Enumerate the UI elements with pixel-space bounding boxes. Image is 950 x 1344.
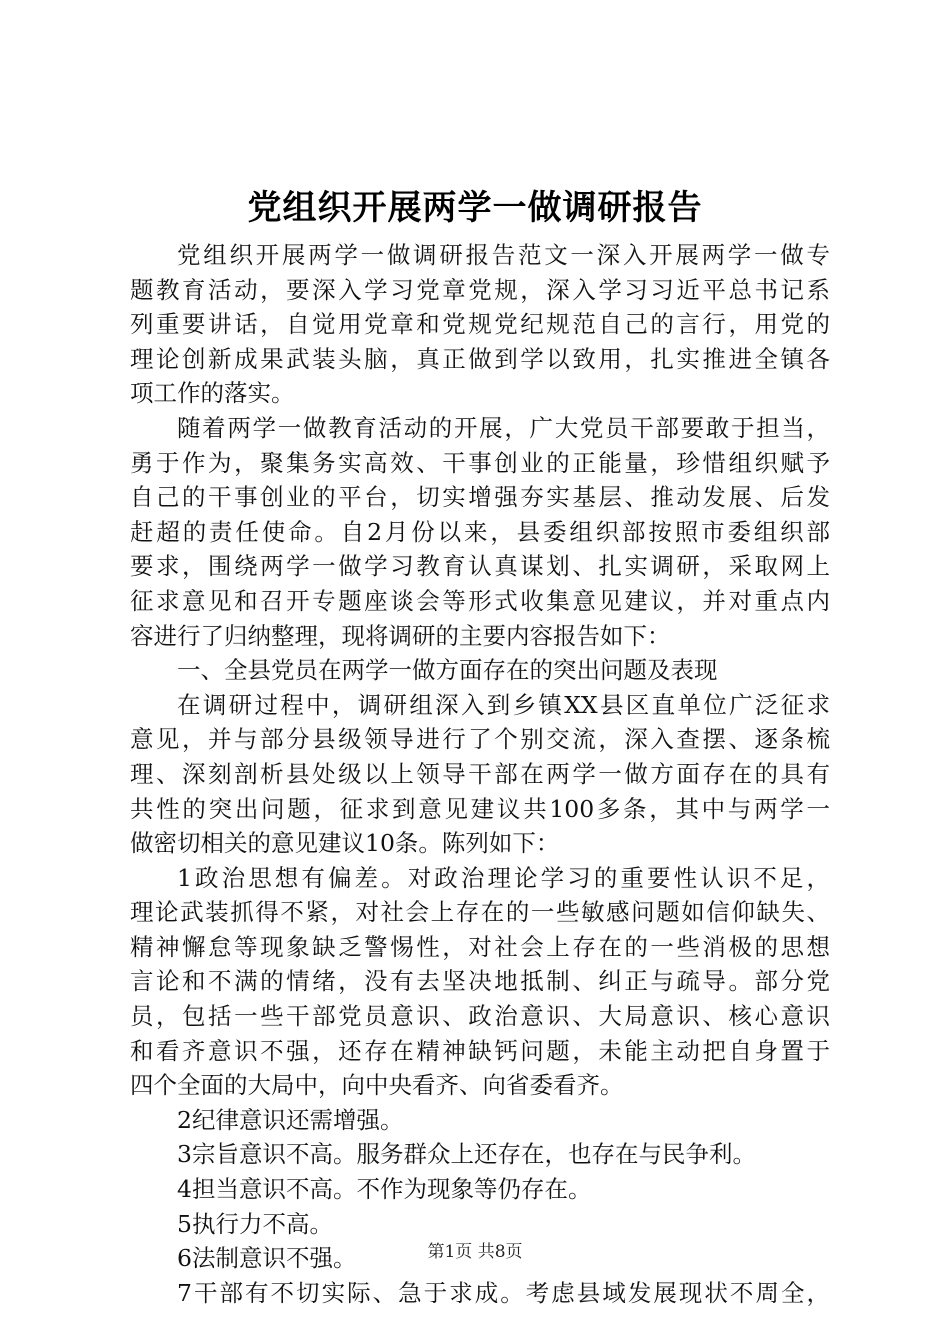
text-line: 四个全面的大局中，向中央看齐、向省委看齐。 xyxy=(130,1071,624,1100)
text-line: 7干部有不切实际、急于求成。考虑县域发展现状不周全， xyxy=(177,1278,830,1307)
text-line: 项工作的落实。 xyxy=(130,379,295,408)
text-line: 赶超的责任使命。自2月份以来，县委组织部按照市委组织部 xyxy=(130,517,830,546)
text-line: 一、全县党员在两学一做方面存在的突出问题及表现 xyxy=(177,656,718,685)
text-line: 3宗旨意识不高。服务群众上还存在，也存在与民争利。 xyxy=(177,1140,756,1169)
page-footer: 第1页 共8页 xyxy=(427,1242,523,1262)
text-line: 做密切相关的意见建议10条。陈列如下： xyxy=(130,829,560,858)
text-line: 理、深刻剖析县处级以上领导干部在两学一做方面存在的具有 xyxy=(130,759,830,788)
text-line: 5执行力不高。 xyxy=(177,1209,333,1238)
text-line: 4担当意识不高。不作为现象等仍存在。 xyxy=(177,1175,592,1204)
text-line: 征求意见和召开专题座谈会等形式收集意见建议，并对重点内 xyxy=(130,586,830,615)
text-line: 1政治思想有偏差。对政治理论学习的重要性认识不足， xyxy=(177,863,830,892)
document-title: 党组织开展两学一做调研报告 xyxy=(247,188,703,228)
text-line: 理论武装抓得不紧，对社会上存在的一些敏感问题如信仰缺失、 xyxy=(130,898,830,927)
text-line: 2纪律意识还需增强。 xyxy=(177,1105,404,1134)
text-line: 随着两学一做教育活动的开展，广大党员干部要敢于担当， xyxy=(177,413,830,442)
text-line: 列重要讲话，自觉用党章和党规党纪规范自己的言行，用党的 xyxy=(130,310,830,339)
text-line: 精神懈怠等现象缺乏警惕性，对社会上存在的一些消极的思想 xyxy=(130,932,830,961)
document-body xyxy=(130,238,830,1310)
text-line: 员，包括一些干部党员意识、政治意识、大局意识、核心意识 xyxy=(130,1002,830,1031)
text-line: 容进行了归纳整理，现将调研的主要内容报告如下： xyxy=(130,621,671,650)
text-line: 共性的突出问题，征求到意见建议共100多条，其中与两学一 xyxy=(130,794,830,823)
text-line: 自己的干事创业的平台，切实增强夯实基层、推动发展、后发 xyxy=(130,483,830,512)
text-line: 勇于作为，聚集务实高效、干事创业的正能量，珍惜组织赋予 xyxy=(130,448,830,477)
text-line: 要求，围绕两学一做学习教育认真谋划、扎实调研，采取网上 xyxy=(130,552,830,581)
text-line: 党组织开展两学一做调研报告范文一深入开展两学一做专 xyxy=(177,241,830,269)
text-line: 言论和不满的情绪，没有去坚决地抵制、纠正与疏导。部分党 xyxy=(130,967,830,996)
text-line: 题教育活动，要深入学习党章党规，深入学习习近平总书记系 xyxy=(130,275,830,304)
text-line: 在调研过程中，调研组深入到乡镇XX县区直单位广泛征求 xyxy=(177,690,830,719)
text-line: 6法制意识不强。 xyxy=(177,1244,357,1273)
text-line: 理论创新成果武装头脑，真正做到学以致用，扎实推进全镇各 xyxy=(130,344,830,373)
text-line: 意见，并与部分县级领导进行了个别交流，深入查摆、逐条梳 xyxy=(130,725,830,754)
text-line: 和看齐意识不强，还存在精神缺钙问题，未能主动把自身置于 xyxy=(130,1036,830,1065)
